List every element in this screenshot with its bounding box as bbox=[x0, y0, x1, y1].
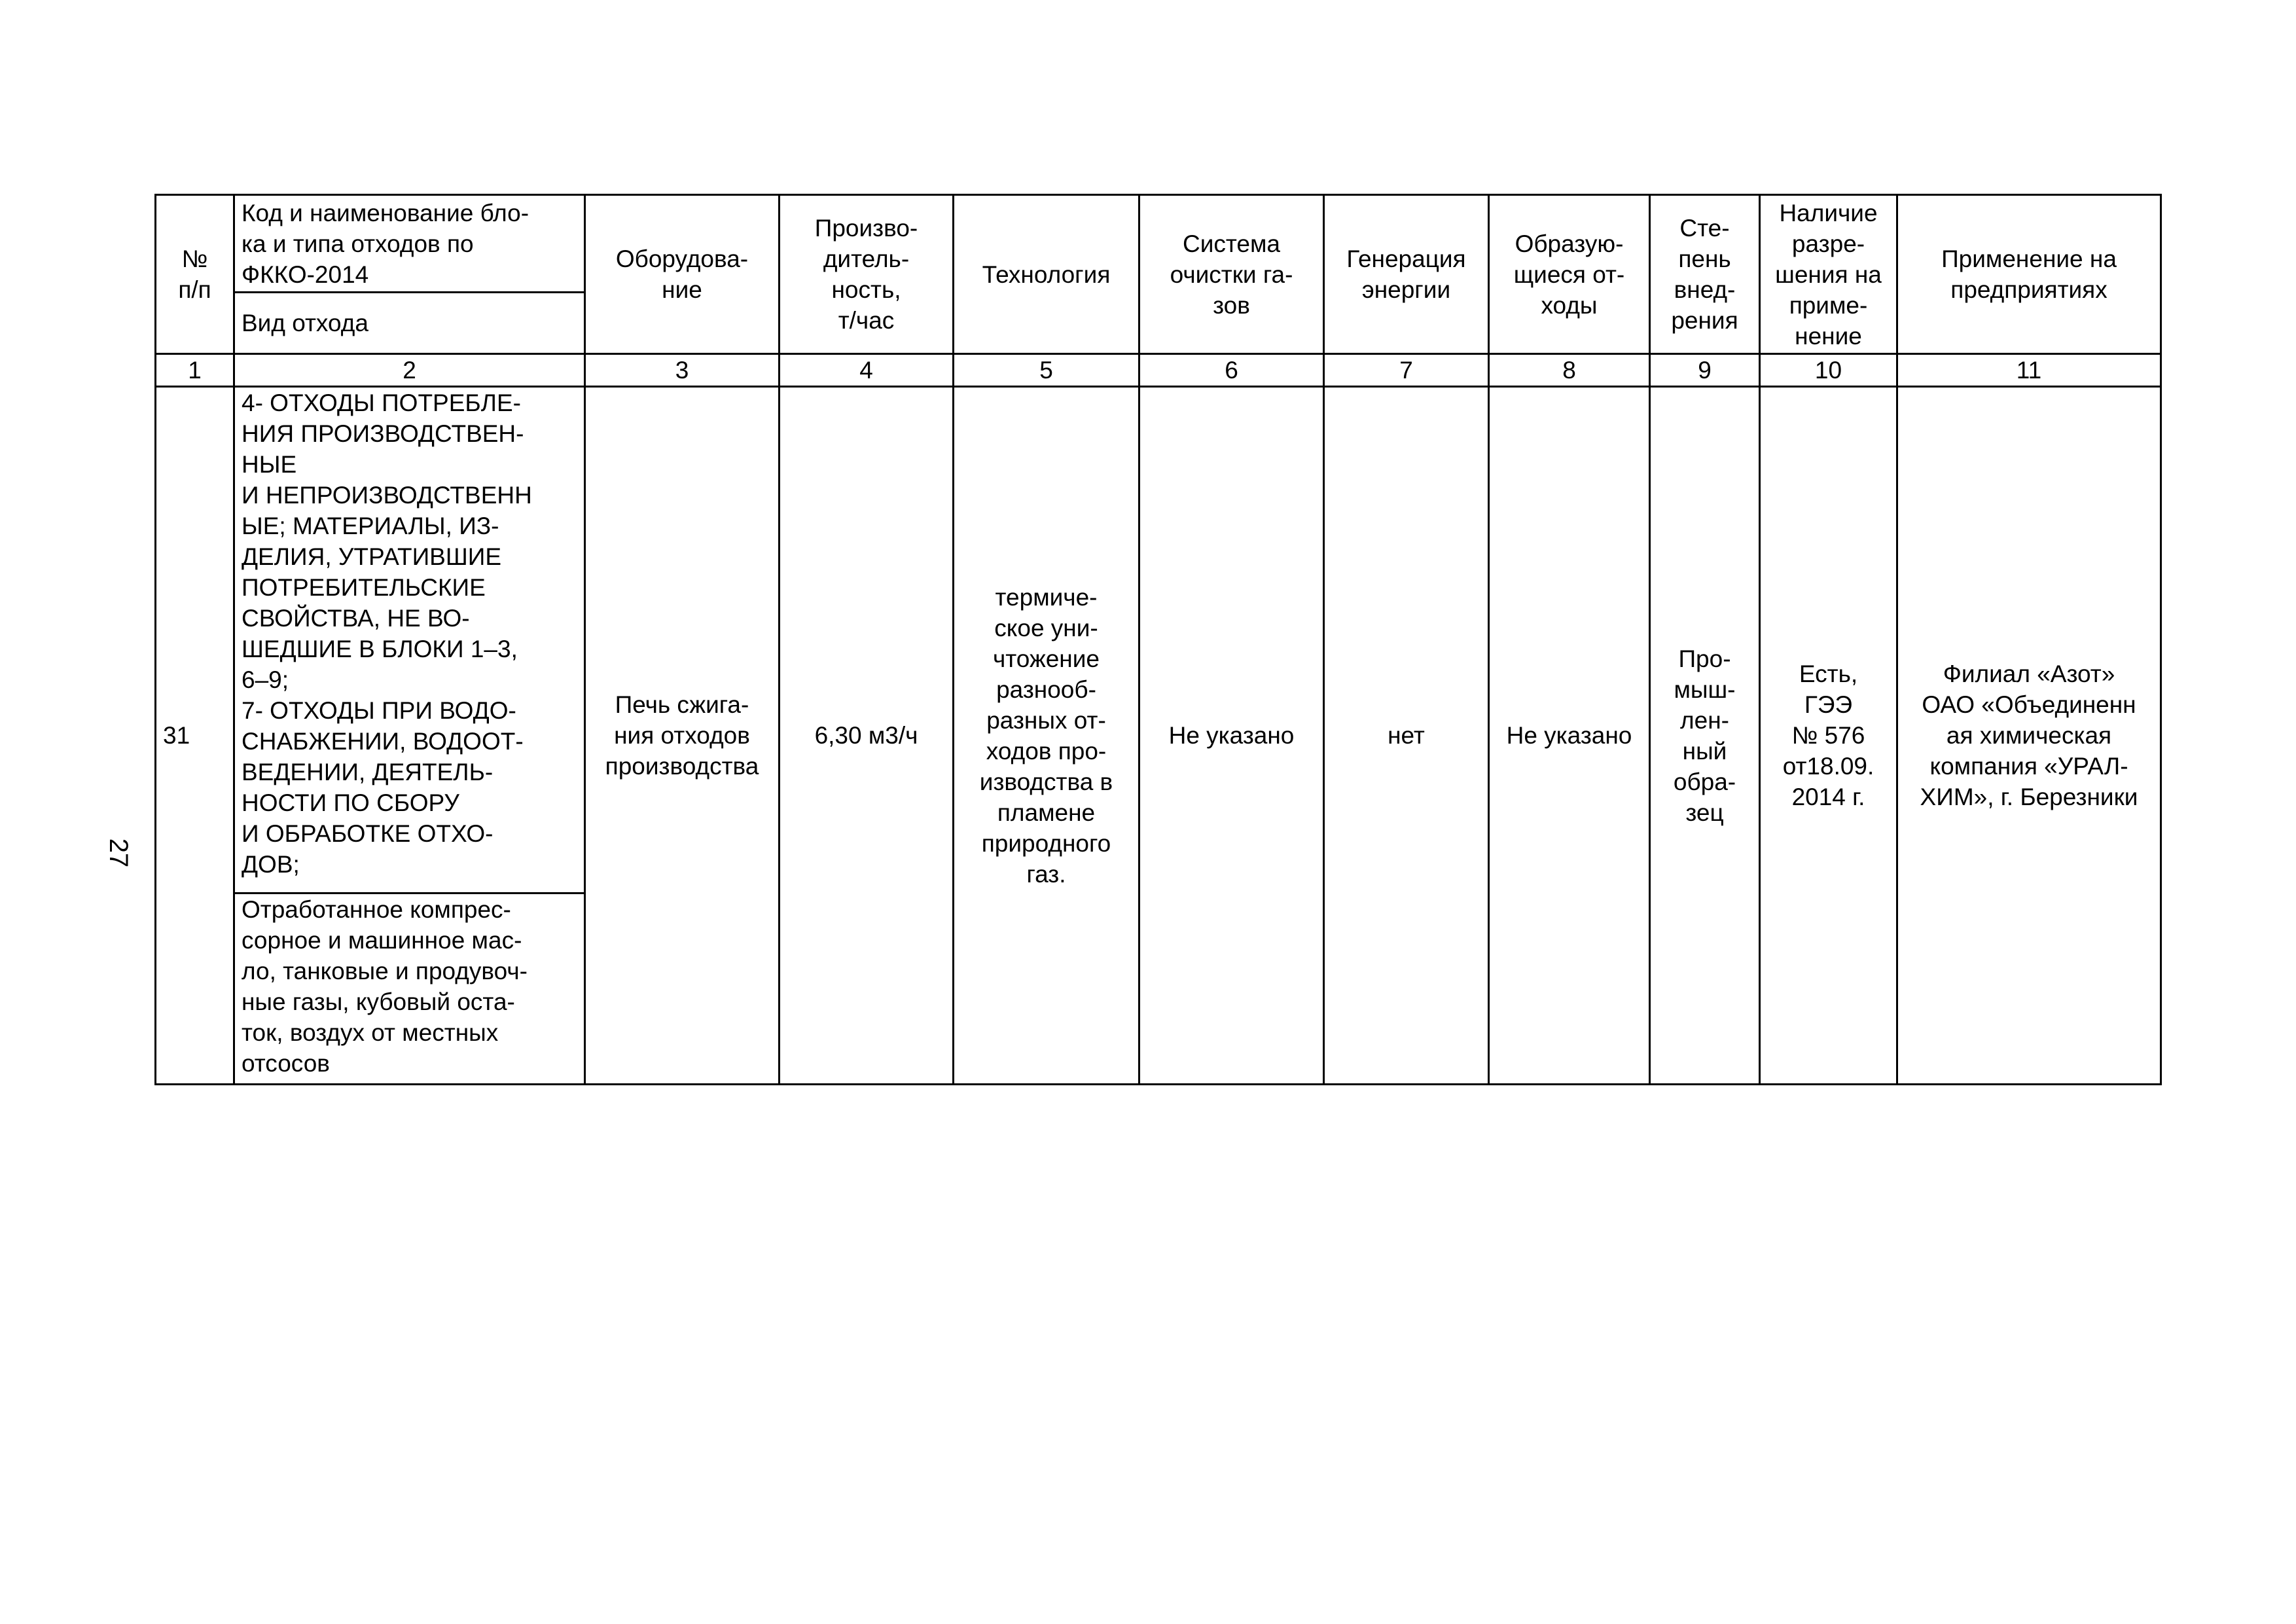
header-generated-waste: Образую- щиеся от- ходы bbox=[1489, 195, 1650, 354]
column-number: 7 bbox=[1324, 354, 1489, 387]
generated-waste-cell: Не указано bbox=[1489, 387, 1650, 1085]
row-number: 31 bbox=[156, 387, 234, 1085]
column-number: 10 bbox=[1760, 354, 1897, 387]
header-equipment: Оборудова- ние bbox=[585, 195, 780, 354]
header-application: Применение на предприятиях bbox=[1897, 195, 2161, 354]
waste-kind-cell: Отработанное компрес- сорное и машинное мас- ло, танковые и продувоч- ные газы, кубовый оста- ток, воздух от местных отсосов bbox=[234, 893, 585, 1085]
equipment-cell: Печь сжига- ния отходов производства bbox=[585, 387, 780, 1085]
gas-cleaning-cell: Не указано bbox=[1139, 387, 1324, 1085]
header-waste-kind: Вид отхода bbox=[234, 293, 585, 354]
header-number: № п/п bbox=[156, 195, 234, 354]
page-number: 27 bbox=[104, 838, 133, 868]
block-type-cell: 4- ОТХОДЫ ПОТРЕБЛЕ- НИЯ ПРОИЗВОДСТВЕН- НЫЕ И НЕПРОИЗВОДСТВЕНН ЫЕ; МАТЕРИАЛЫ, ИЗ- ДЕЛИЯ, УТРАТИВШИЕ ПОТРЕБИТЕЛЬСКИЕ СВОЙСТВА, НЕ ВО- ШЕДШИЕ В БЛОКИ 1–3, 6–9; 7- ОТХОДЫ ПРИ ВОДО- СНАБЖЕНИИ, ВОДООТ- ВЕДЕНИИ, ДЕЯТЕЛЬ- НОСТИ ПО СБОРУ И ОБРАБОТКЕ ОТХО- ДОВ; bbox=[234, 387, 585, 893]
waste-technology-table bbox=[154, 194, 2162, 1085]
capacity-cell: 6,30 м3/ч bbox=[780, 387, 954, 1085]
header-block-type: Код и наименование бло- ка и типа отходов по ФККО-2014 bbox=[234, 195, 585, 293]
table-row bbox=[156, 387, 2161, 893]
permit-cell: Есть, ГЭЭ № 576 от18.09. 2014 г. bbox=[1760, 387, 1897, 1085]
header-implementation-degree: Сте- пень внед- рения bbox=[1650, 195, 1760, 354]
technology-cell: термиче- ское уни- чтожение разнооб- разных от- ходов про- изводства в пламене природного газ. bbox=[954, 387, 1139, 1085]
implementation-degree-cell: Про- мыш- лен- ный обра- зец bbox=[1650, 387, 1760, 1085]
header-permit: Наличие разре- шения на приме- нение bbox=[1760, 195, 1897, 354]
column-number: 9 bbox=[1650, 354, 1760, 387]
column-number: 5 bbox=[954, 354, 1139, 387]
header-capacity: Произво- дитель- ность, т/час bbox=[780, 195, 954, 354]
header-energy-generation: Генерация энергии bbox=[1324, 195, 1489, 354]
header-technology: Технология bbox=[954, 195, 1139, 354]
column-number-row bbox=[156, 354, 2161, 387]
column-number: 11 bbox=[1897, 354, 2161, 387]
column-number: 4 bbox=[780, 354, 954, 387]
column-number: 8 bbox=[1489, 354, 1650, 387]
column-number: 1 bbox=[156, 354, 234, 387]
column-number: 2 bbox=[234, 354, 585, 387]
header-row bbox=[156, 195, 2161, 293]
column-number: 6 bbox=[1139, 354, 1324, 387]
energy-generation-cell: нет bbox=[1324, 387, 1489, 1085]
column-number: 3 bbox=[585, 354, 780, 387]
application-cell: Филиал «Азот» ОАО «Объединенн ая химическая компания «УРАЛ- ХИМ», г. Березники bbox=[1897, 387, 2161, 1085]
header-gas-cleaning: Система очистки га- зов bbox=[1139, 195, 1324, 354]
